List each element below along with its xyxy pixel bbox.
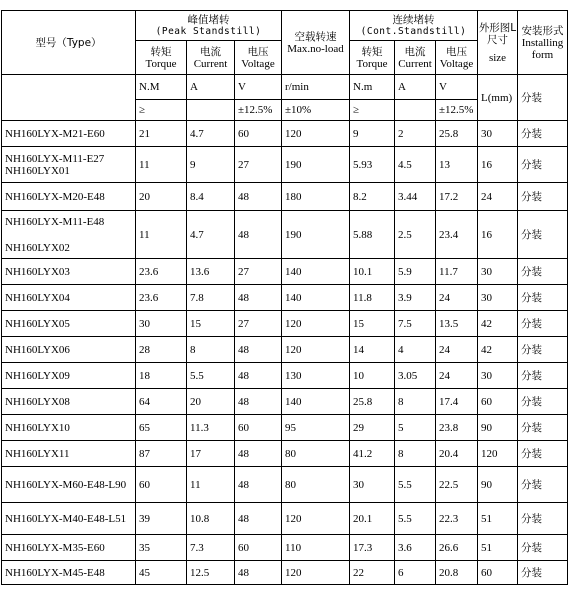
install-form-cell: 分装: [518, 441, 568, 467]
install-form-cell: 分装: [518, 259, 568, 285]
value-cell: 3.9: [395, 285, 436, 311]
value-cell: 90: [478, 415, 518, 441]
unit-cell: A: [187, 75, 235, 100]
value-cell: 90: [478, 467, 518, 503]
value-cell: 13.6: [187, 259, 235, 285]
value-cell: 65: [136, 415, 187, 441]
value-cell: 27: [235, 259, 282, 285]
model-cell: NH160LYX08: [2, 389, 136, 415]
value-cell: 42: [478, 337, 518, 363]
value-cell: 48: [235, 467, 282, 503]
cont-torque-header: 转矩 Torque: [350, 41, 395, 75]
value-cell: 18: [136, 363, 187, 389]
value-cell: 20: [136, 183, 187, 211]
tolerance-cell: ≥: [136, 100, 187, 121]
table-row: [2, 503, 568, 535]
value-cell: 7.3: [187, 535, 235, 561]
install-form-cell: 分装: [518, 337, 568, 363]
value-cell: 5.9: [395, 259, 436, 285]
value-cell: 8.2: [350, 183, 395, 211]
table-row: [2, 561, 568, 585]
noload-speed-header: 空载转速 Max.no-load: [282, 11, 350, 75]
value-cell: 23.8: [436, 415, 478, 441]
value-cell: 48: [235, 285, 282, 311]
value-cell: 24: [436, 285, 478, 311]
install-form-cell: 分装: [518, 503, 568, 535]
value-cell: 23.6: [136, 285, 187, 311]
value-cell: 4.5: [395, 147, 436, 183]
model-cell: NH160LYX-M60-E48-L90: [2, 467, 136, 503]
install-form-cell: 分装: [518, 311, 568, 337]
value-cell: 8: [187, 337, 235, 363]
table-row: [2, 467, 568, 503]
model-cell: NH160LYX11: [2, 441, 136, 467]
value-cell: 42: [478, 311, 518, 337]
model-cell: NH160LYX-M40-E48-L51: [2, 503, 136, 535]
value-cell: 190: [282, 211, 350, 259]
unit-cell: N.m: [350, 75, 395, 100]
value-cell: 45: [136, 561, 187, 585]
value-cell: 25.8: [350, 389, 395, 415]
value-cell: 17.2: [436, 183, 478, 211]
install-form-cell: 分装: [518, 147, 568, 183]
value-cell: 12.5: [187, 561, 235, 585]
value-cell: 48: [235, 441, 282, 467]
value-cell: 5.88: [350, 211, 395, 259]
value-cell: 22.3: [436, 503, 478, 535]
table-row: [2, 337, 568, 363]
value-cell: 11: [136, 211, 187, 259]
value-cell: 41.2: [350, 441, 395, 467]
value-cell: 17.4: [436, 389, 478, 415]
value-cell: 5.93: [350, 147, 395, 183]
value-cell: 2.5: [395, 211, 436, 259]
value-cell: 10: [350, 363, 395, 389]
value-cell: 39: [136, 503, 187, 535]
value-cell: 120: [282, 337, 350, 363]
value-cell: 13.5: [436, 311, 478, 337]
value-cell: 3.6: [395, 535, 436, 561]
value-cell: 15: [187, 311, 235, 337]
value-cell: 3.05: [395, 363, 436, 389]
value-cell: 20.1: [350, 503, 395, 535]
value-cell: 16: [478, 147, 518, 183]
table-row: [2, 285, 568, 311]
model-cell: NH160LYX06: [2, 337, 136, 363]
tolerance-cell: ±12.5%: [436, 100, 478, 121]
value-cell: 29: [350, 415, 395, 441]
install-form-cell: 分装: [518, 363, 568, 389]
value-cell: 120: [282, 121, 350, 147]
value-cell: 24: [436, 363, 478, 389]
value-cell: 25.8: [436, 121, 478, 147]
tolerance-cell: ±12.5%: [235, 100, 282, 121]
model-cell: NH160LYX-M11-E27 NH160LYX01: [2, 147, 136, 183]
install-form-cell: 分装: [518, 121, 568, 147]
value-cell: 17.3: [350, 535, 395, 561]
model-cell: NH160LYX03: [2, 259, 136, 285]
value-cell: 60: [478, 389, 518, 415]
value-cell: 30: [478, 259, 518, 285]
table-row: [2, 415, 568, 441]
units-row: [2, 75, 568, 100]
value-cell: 140: [282, 259, 350, 285]
value-cell: 27: [235, 147, 282, 183]
cont-voltage-header: 电压 Voltage: [436, 41, 478, 75]
unit-cell: r/min: [282, 75, 350, 100]
value-cell: 27: [235, 311, 282, 337]
model-cell: NH160LYX10: [2, 415, 136, 441]
value-cell: 120: [282, 311, 350, 337]
value-cell: 87: [136, 441, 187, 467]
value-cell: 190: [282, 147, 350, 183]
value-cell: 48: [235, 337, 282, 363]
value-cell: 22.5: [436, 467, 478, 503]
value-cell: 8.4: [187, 183, 235, 211]
unit-cell: N.M: [136, 75, 187, 100]
value-cell: 9: [350, 121, 395, 147]
value-cell: 5.5: [395, 503, 436, 535]
value-cell: 24: [478, 183, 518, 211]
motor-spec-table: [1, 10, 568, 585]
value-cell: 120: [282, 561, 350, 585]
install-form-cell: 分装: [518, 561, 568, 585]
table-row: [2, 147, 568, 183]
value-cell: 48: [235, 389, 282, 415]
header-row-group: [2, 11, 568, 41]
model-cell: NH160LYX04: [2, 285, 136, 311]
value-cell: 14: [350, 337, 395, 363]
table-row: [2, 121, 568, 147]
value-cell: 60: [235, 535, 282, 561]
value-cell: 48: [235, 561, 282, 585]
value-cell: 8: [395, 441, 436, 467]
value-cell: 5: [395, 415, 436, 441]
value-cell: 120: [282, 503, 350, 535]
value-cell: 20.4: [436, 441, 478, 467]
value-cell: 23.4: [436, 211, 478, 259]
value-cell: 30: [350, 467, 395, 503]
value-cell: 21: [136, 121, 187, 147]
value-cell: 130: [282, 363, 350, 389]
tolerance-cell: [187, 100, 235, 121]
value-cell: 80: [282, 467, 350, 503]
value-cell: 60: [136, 467, 187, 503]
value-cell: 23.6: [136, 259, 187, 285]
install-form-cell: 分装: [518, 285, 568, 311]
value-cell: 10.1: [350, 259, 395, 285]
value-cell: 30: [136, 311, 187, 337]
value-cell: 7.8: [187, 285, 235, 311]
model-header: 型号（Type）: [2, 11, 136, 75]
model-cell: NH160LYX-M45-E48: [2, 561, 136, 585]
value-cell: 120: [478, 441, 518, 467]
value-cell: 16: [478, 211, 518, 259]
value-cell: 64: [136, 389, 187, 415]
value-cell: 11: [187, 467, 235, 503]
value-cell: 30: [478, 285, 518, 311]
value-cell: 51: [478, 503, 518, 535]
value-cell: 22: [350, 561, 395, 585]
value-cell: 11.7: [436, 259, 478, 285]
value-cell: 9: [187, 147, 235, 183]
tolerance-cell: [395, 100, 436, 121]
size-unit-cell: L(mm): [478, 75, 518, 121]
value-cell: 48: [235, 363, 282, 389]
value-cell: 20.8: [436, 561, 478, 585]
install-form-cell: 分装: [518, 389, 568, 415]
unit-cell: A: [395, 75, 436, 100]
value-cell: 4.7: [187, 121, 235, 147]
value-cell: 17: [187, 441, 235, 467]
value-cell: 48: [235, 183, 282, 211]
peak-voltage-header: 电压 Voltage: [235, 41, 282, 75]
value-cell: 5.5: [187, 363, 235, 389]
value-cell: 30: [478, 121, 518, 147]
value-cell: 10.8: [187, 503, 235, 535]
value-cell: 11.3: [187, 415, 235, 441]
value-cell: 5.5: [395, 467, 436, 503]
cont-standstill-header: 连续堵转 (Cont.Standstill): [350, 11, 478, 41]
value-cell: 20: [187, 389, 235, 415]
table-row: [2, 183, 568, 211]
peak-current-header: 电流 Current: [187, 41, 235, 75]
value-cell: 28: [136, 337, 187, 363]
peak-standstill-header: 峰值堵转 (Peak Standstill): [136, 11, 282, 41]
value-cell: 11: [136, 147, 187, 183]
table-row: [2, 363, 568, 389]
value-cell: 4.7: [187, 211, 235, 259]
value-cell: 13: [436, 147, 478, 183]
value-cell: 6: [395, 561, 436, 585]
value-cell: 51: [478, 535, 518, 561]
unit-cell: V: [235, 75, 282, 100]
value-cell: 140: [282, 285, 350, 311]
value-cell: 180: [282, 183, 350, 211]
clipped-previous-row: [0, 0, 582, 10]
peak-torque-header: 转矩 Torque: [136, 41, 187, 75]
model-cell: NH160LYX09: [2, 363, 136, 389]
tolerance-cell: ±10%: [282, 100, 350, 121]
value-cell: 26.6: [436, 535, 478, 561]
table-row: [2, 311, 568, 337]
install-header: 安装形式 Installing form: [518, 11, 568, 75]
value-cell: 11.8: [350, 285, 395, 311]
value-cell: 80: [282, 441, 350, 467]
value-cell: 60: [478, 561, 518, 585]
value-cell: 48: [235, 503, 282, 535]
install-form-cell: 分装: [518, 535, 568, 561]
value-cell: 2: [395, 121, 436, 147]
table-row: [2, 259, 568, 285]
model-cell: NH160LYX05: [2, 311, 136, 337]
value-cell: 110: [282, 535, 350, 561]
cont-current-header: 电流 Current: [395, 41, 436, 75]
value-cell: 60: [235, 121, 282, 147]
value-cell: 3.44: [395, 183, 436, 211]
unit-cell: V: [436, 75, 478, 100]
install-form-cell: 分装: [518, 211, 568, 259]
value-cell: 140: [282, 389, 350, 415]
model-cell: NH160LYX-M11-E48 NH160LYX02: [2, 211, 136, 259]
install-form-cell: 分装: [518, 415, 568, 441]
table-row: [2, 535, 568, 561]
value-cell: 24: [436, 337, 478, 363]
value-cell: 7.5: [395, 311, 436, 337]
install-unit-cell: 分装: [518, 75, 568, 121]
table-row: [2, 441, 568, 467]
value-cell: 15: [350, 311, 395, 337]
value-cell: 95: [282, 415, 350, 441]
table-row: [2, 211, 568, 259]
value-cell: 30: [478, 363, 518, 389]
install-form-cell: 分装: [518, 183, 568, 211]
model-header-continued: [2, 75, 136, 121]
model-cell: NH160LYX-M20-E48: [2, 183, 136, 211]
model-cell: NH160LYX-M21-E60: [2, 121, 136, 147]
value-cell: 35: [136, 535, 187, 561]
size-header: 外形图L尺寸 size: [478, 11, 518, 75]
install-form-cell: 分装: [518, 467, 568, 503]
value-cell: 4: [395, 337, 436, 363]
tolerance-cell: ≥: [350, 100, 395, 121]
value-cell: 48: [235, 211, 282, 259]
table-row: [2, 389, 568, 415]
value-cell: 60: [235, 415, 282, 441]
value-cell: 8: [395, 389, 436, 415]
model-cell: NH160LYX-M35-E60: [2, 535, 136, 561]
